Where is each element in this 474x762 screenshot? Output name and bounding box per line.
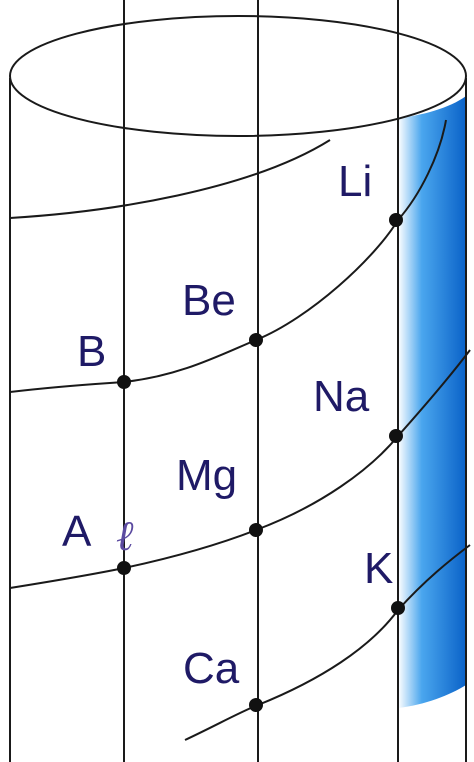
li-label: Li bbox=[338, 157, 373, 206]
mg-label: Mg bbox=[176, 451, 238, 500]
b-label: B bbox=[77, 327, 107, 376]
helix-turn-1 bbox=[10, 140, 330, 218]
helix-turn-2 bbox=[10, 120, 446, 392]
mg-node bbox=[249, 523, 263, 537]
al-label-l: ℓ bbox=[116, 511, 134, 560]
be-label: Be bbox=[182, 276, 236, 325]
na-label: Na bbox=[313, 372, 370, 421]
al-node bbox=[117, 561, 131, 575]
cylinder-shading-band bbox=[398, 96, 466, 708]
k-label: K bbox=[364, 544, 394, 593]
ca-node bbox=[249, 698, 263, 712]
k-node bbox=[391, 601, 405, 615]
li-node bbox=[389, 213, 403, 227]
b-node bbox=[117, 375, 131, 389]
be-node bbox=[249, 333, 263, 347]
al-label-a: A bbox=[62, 507, 92, 556]
ca-label: Ca bbox=[183, 644, 240, 693]
na-node bbox=[389, 429, 403, 443]
